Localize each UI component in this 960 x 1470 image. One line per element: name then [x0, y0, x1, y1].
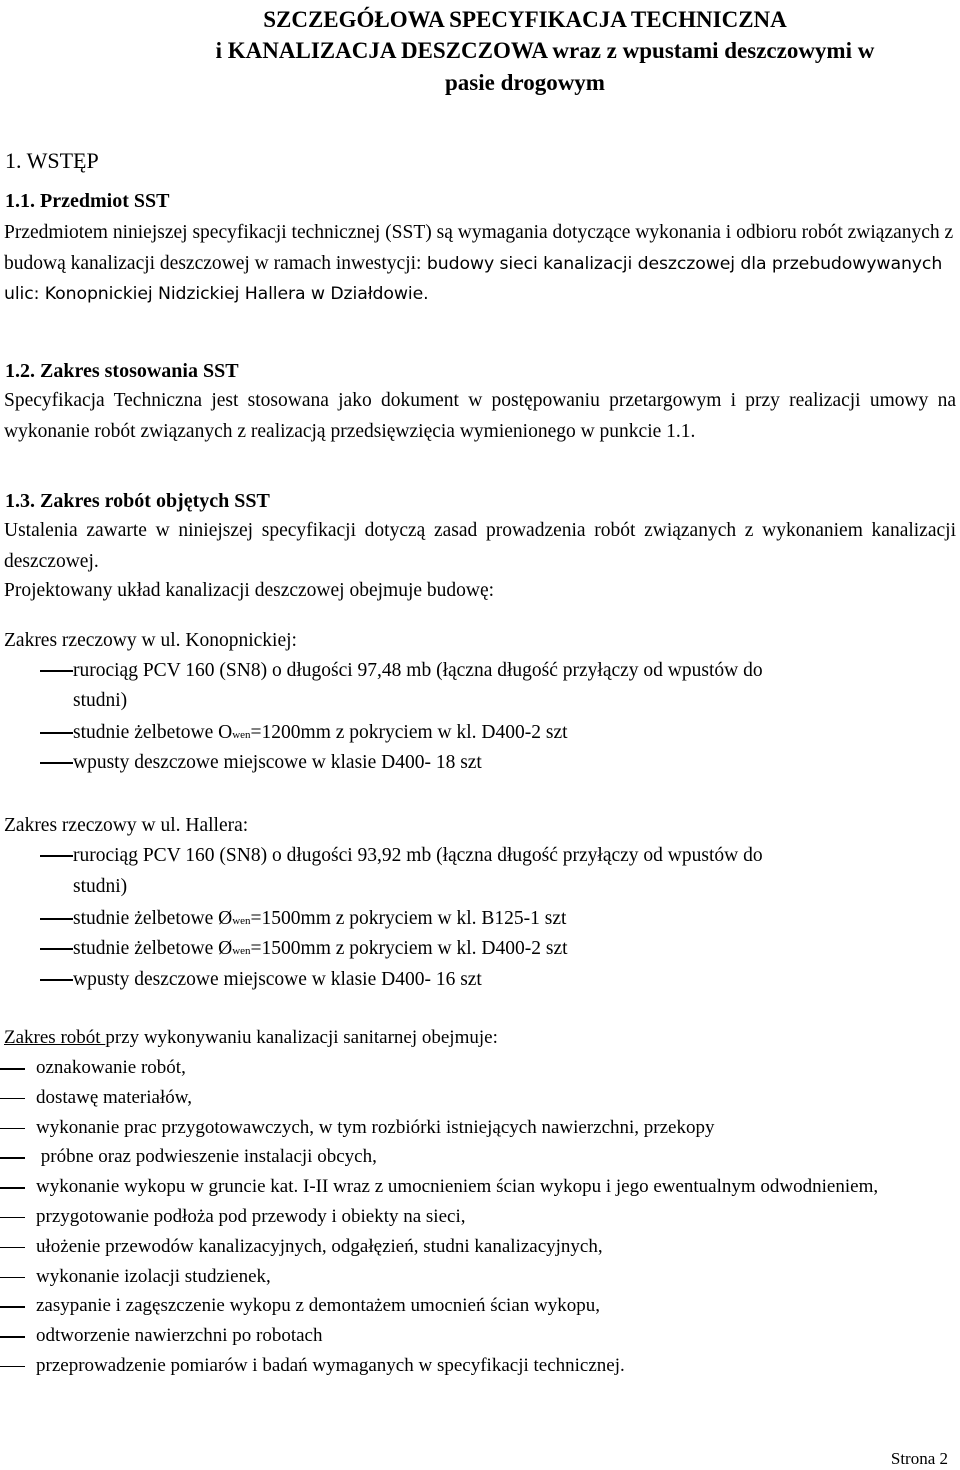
- hallera-item-1-text: rurociąg PCV 160 (SN8) o długości 93,92 mb (łączna długość przyłączy od wpustów do: [73, 845, 763, 866]
- hallera-item-3-post: =1500mm z pokryciem w kl. D400-2 szt: [250, 938, 568, 959]
- list-item-text: wykonanie wykopu w gruncie kat. I-II wraz z umocnieniem ścian wykopu i jego ewentualnym odwodnieniem,: [36, 1176, 879, 1198]
- hallera-item-3: [40, 934, 568, 966]
- doc-title-line-2: i KANALIZACJA DESZCZOWA wraz z wpustami deszczowymi w: [215, 38, 875, 63]
- dash-icon: [0, 1217, 25, 1219]
- works-list: [0, 1053, 960, 1381]
- dash-icon: [0, 1277, 25, 1279]
- hallera-item-2: [40, 904, 566, 936]
- list-item: [0, 1083, 960, 1113]
- list-item-text: zasypanie i zagęszczenie wykopu z demontażem umocnień ścian wykopu,: [36, 1295, 600, 1317]
- dash-icon: [0, 1187, 25, 1189]
- hallera-item-3-sub: wen: [232, 945, 251, 957]
- scope-label-konopnickiej: Zakres rzeczowy w ul. Konopnickiej:: [4, 630, 297, 651]
- list-item-text: ułożenie przewodów kanalizacyjnych, odgałęzień, studni kanalizacyjnych,: [36, 1235, 603, 1257]
- dash-icon: [0, 1128, 25, 1130]
- dash-icon: [40, 979, 73, 981]
- list-item: [0, 1113, 960, 1143]
- list-item-text: przeprowadzenie pomiarów i badań wymaganych w specyfikacji technicznej.: [36, 1354, 625, 1376]
- paragraph-1-1-intro: Przedmiotem niniejszej specyfikacji technicznej (SST) są wymagania dotyczące wykonania i odbioru robót związanych z budową kanalizacji deszczowej w ramach inwestycji:: [4, 222, 954, 274]
- dash-icon: [0, 1098, 25, 1100]
- dash-icon: [40, 732, 73, 734]
- hallera-item-2-pre: studnie żelbetowe Ø: [73, 908, 233, 929]
- dash-icon: [0, 1366, 25, 1368]
- hallera-item-4: [40, 965, 482, 995]
- dash-icon: [0, 1336, 25, 1338]
- konopnickiej-item-3-text: wpusty deszczowe miejscowe w klasie D400- 18 szt: [73, 752, 482, 773]
- list-item: [0, 1321, 960, 1351]
- page-number: Strona 2: [890, 1449, 948, 1468]
- dash-icon: [0, 1068, 25, 1070]
- list-item-text: wykonanie izolacji studzienek,: [36, 1265, 271, 1287]
- paragraph-1-3-b: Projektowany układ kanalizacji deszczowej obejmuje budowę:: [4, 580, 495, 601]
- works-scope-label: [4, 1023, 498, 1053]
- list-item: [0, 1202, 960, 1232]
- konopnickiej-item-2-pre: studnie żelbetowe O: [73, 722, 233, 743]
- list-item: [0, 1291, 960, 1321]
- paragraph-1-2: Specyfikacja Techniczna jest stosowana jako dokument w postępowaniu przetargowym i przy realizacji umowy na wykonanie robót związanych z realizacją przedsięwzięcia wymienionego w punkcie 1.1.: [4, 390, 956, 442]
- paragraph-1-3-a: Ustalenia zawarte w niniejszej specyfikacji dotyczą zasad prowadzenia robót związanych z wykonaniem kanalizacji deszczowej.: [4, 520, 956, 572]
- list-item-text: dostawę materiałów,: [36, 1086, 192, 1108]
- dash-icon: [40, 918, 73, 920]
- list-item: [0, 1262, 960, 1292]
- konopnickiej-item-2: [40, 718, 568, 750]
- list-item: [0, 1053, 960, 1083]
- dash-icon: [40, 855, 73, 857]
- list-item: [0, 1142, 960, 1172]
- hallera-item-1: [40, 841, 763, 871]
- hallera-item-1-cont: studni): [73, 876, 128, 897]
- konopnickiej-item-1-text: rurociąg PCV 160 (SN8) o długości 97,48 mb (łączna długość przyłączy od wpustów do: [73, 660, 763, 681]
- konopnickiej-item-1: [40, 656, 763, 686]
- hallera-item-2-post: =1500mm z pokryciem w kl. B125-1 szt: [250, 908, 567, 929]
- konopnickiej-item-2-sub: wen: [232, 729, 251, 741]
- list-item: [0, 1172, 960, 1202]
- list-item-text: próbne oraz podwieszenie instalacji obcych,: [36, 1146, 377, 1168]
- paragraph-1-1-rest: budowy sieci kanalizacji deszczowej dla przebudowywanych ulic: Konopnickiej Nidzickiej Hallera w Działdowie.: [4, 253, 943, 304]
- list-item-text: oznakowanie robót,: [36, 1057, 186, 1078]
- list-item-text: odtworzenie nawierzchni po robotach: [36, 1325, 323, 1347]
- heading-1-3: 1.3. Zakres robót objętych SST: [5, 490, 270, 512]
- konopnickiej-item-3: [40, 748, 482, 778]
- dash-icon: [40, 948, 73, 950]
- hallera-item-2-sub: wen: [232, 915, 251, 927]
- dash-icon: [0, 1306, 25, 1308]
- list-item: [0, 1232, 960, 1262]
- dash-icon: [40, 670, 73, 672]
- scope-label-hallera: Zakres rzeczowy w ul. Hallera:: [4, 815, 249, 836]
- hallera-item-3-pre: studnie żelbetowe Ø: [73, 938, 233, 959]
- dash-icon: [0, 1157, 25, 1159]
- heading-1-1: 1.1. Przedmiot SST: [5, 190, 170, 212]
- dash-icon: [0, 1247, 25, 1249]
- paragraph-1-1: [4, 218, 956, 310]
- konopnickiej-item-2-post: =1200mm z pokryciem w kl. D400-2 szt: [250, 722, 568, 743]
- works-scope-label-underlined: Zakres robót: [4, 1027, 106, 1048]
- heading-1-2: 1.2. Zakres stosowania SST: [5, 360, 239, 382]
- doc-title-line-3: pasie drogowym: [445, 70, 605, 95]
- konopnickiej-item-1-cont: studni): [73, 690, 128, 711]
- dash-icon: [40, 762, 73, 764]
- hallera-item-4-text: wpusty deszczowe miejscowe w klasie D400- 16 szt: [73, 969, 482, 990]
- works-scope-label-rest: przy wykonywaniu kanalizacji sanitarnej obejmuje:: [105, 1027, 498, 1048]
- list-item: [0, 1351, 960, 1381]
- section-heading-wstep: 1. WSTĘP: [5, 148, 99, 173]
- list-item-text: wykonanie prac przygotowawczych, w tym rozbiórki istniejących nawierzchni, przekopy: [36, 1116, 715, 1138]
- list-item-text: przygotowanie podłoża pod przewody i obiekty na sieci,: [36, 1205, 466, 1227]
- doc-title-line-1: SZCZEGÓŁOWA SPECYFIKACJA TECHNICZNA: [263, 7, 787, 32]
